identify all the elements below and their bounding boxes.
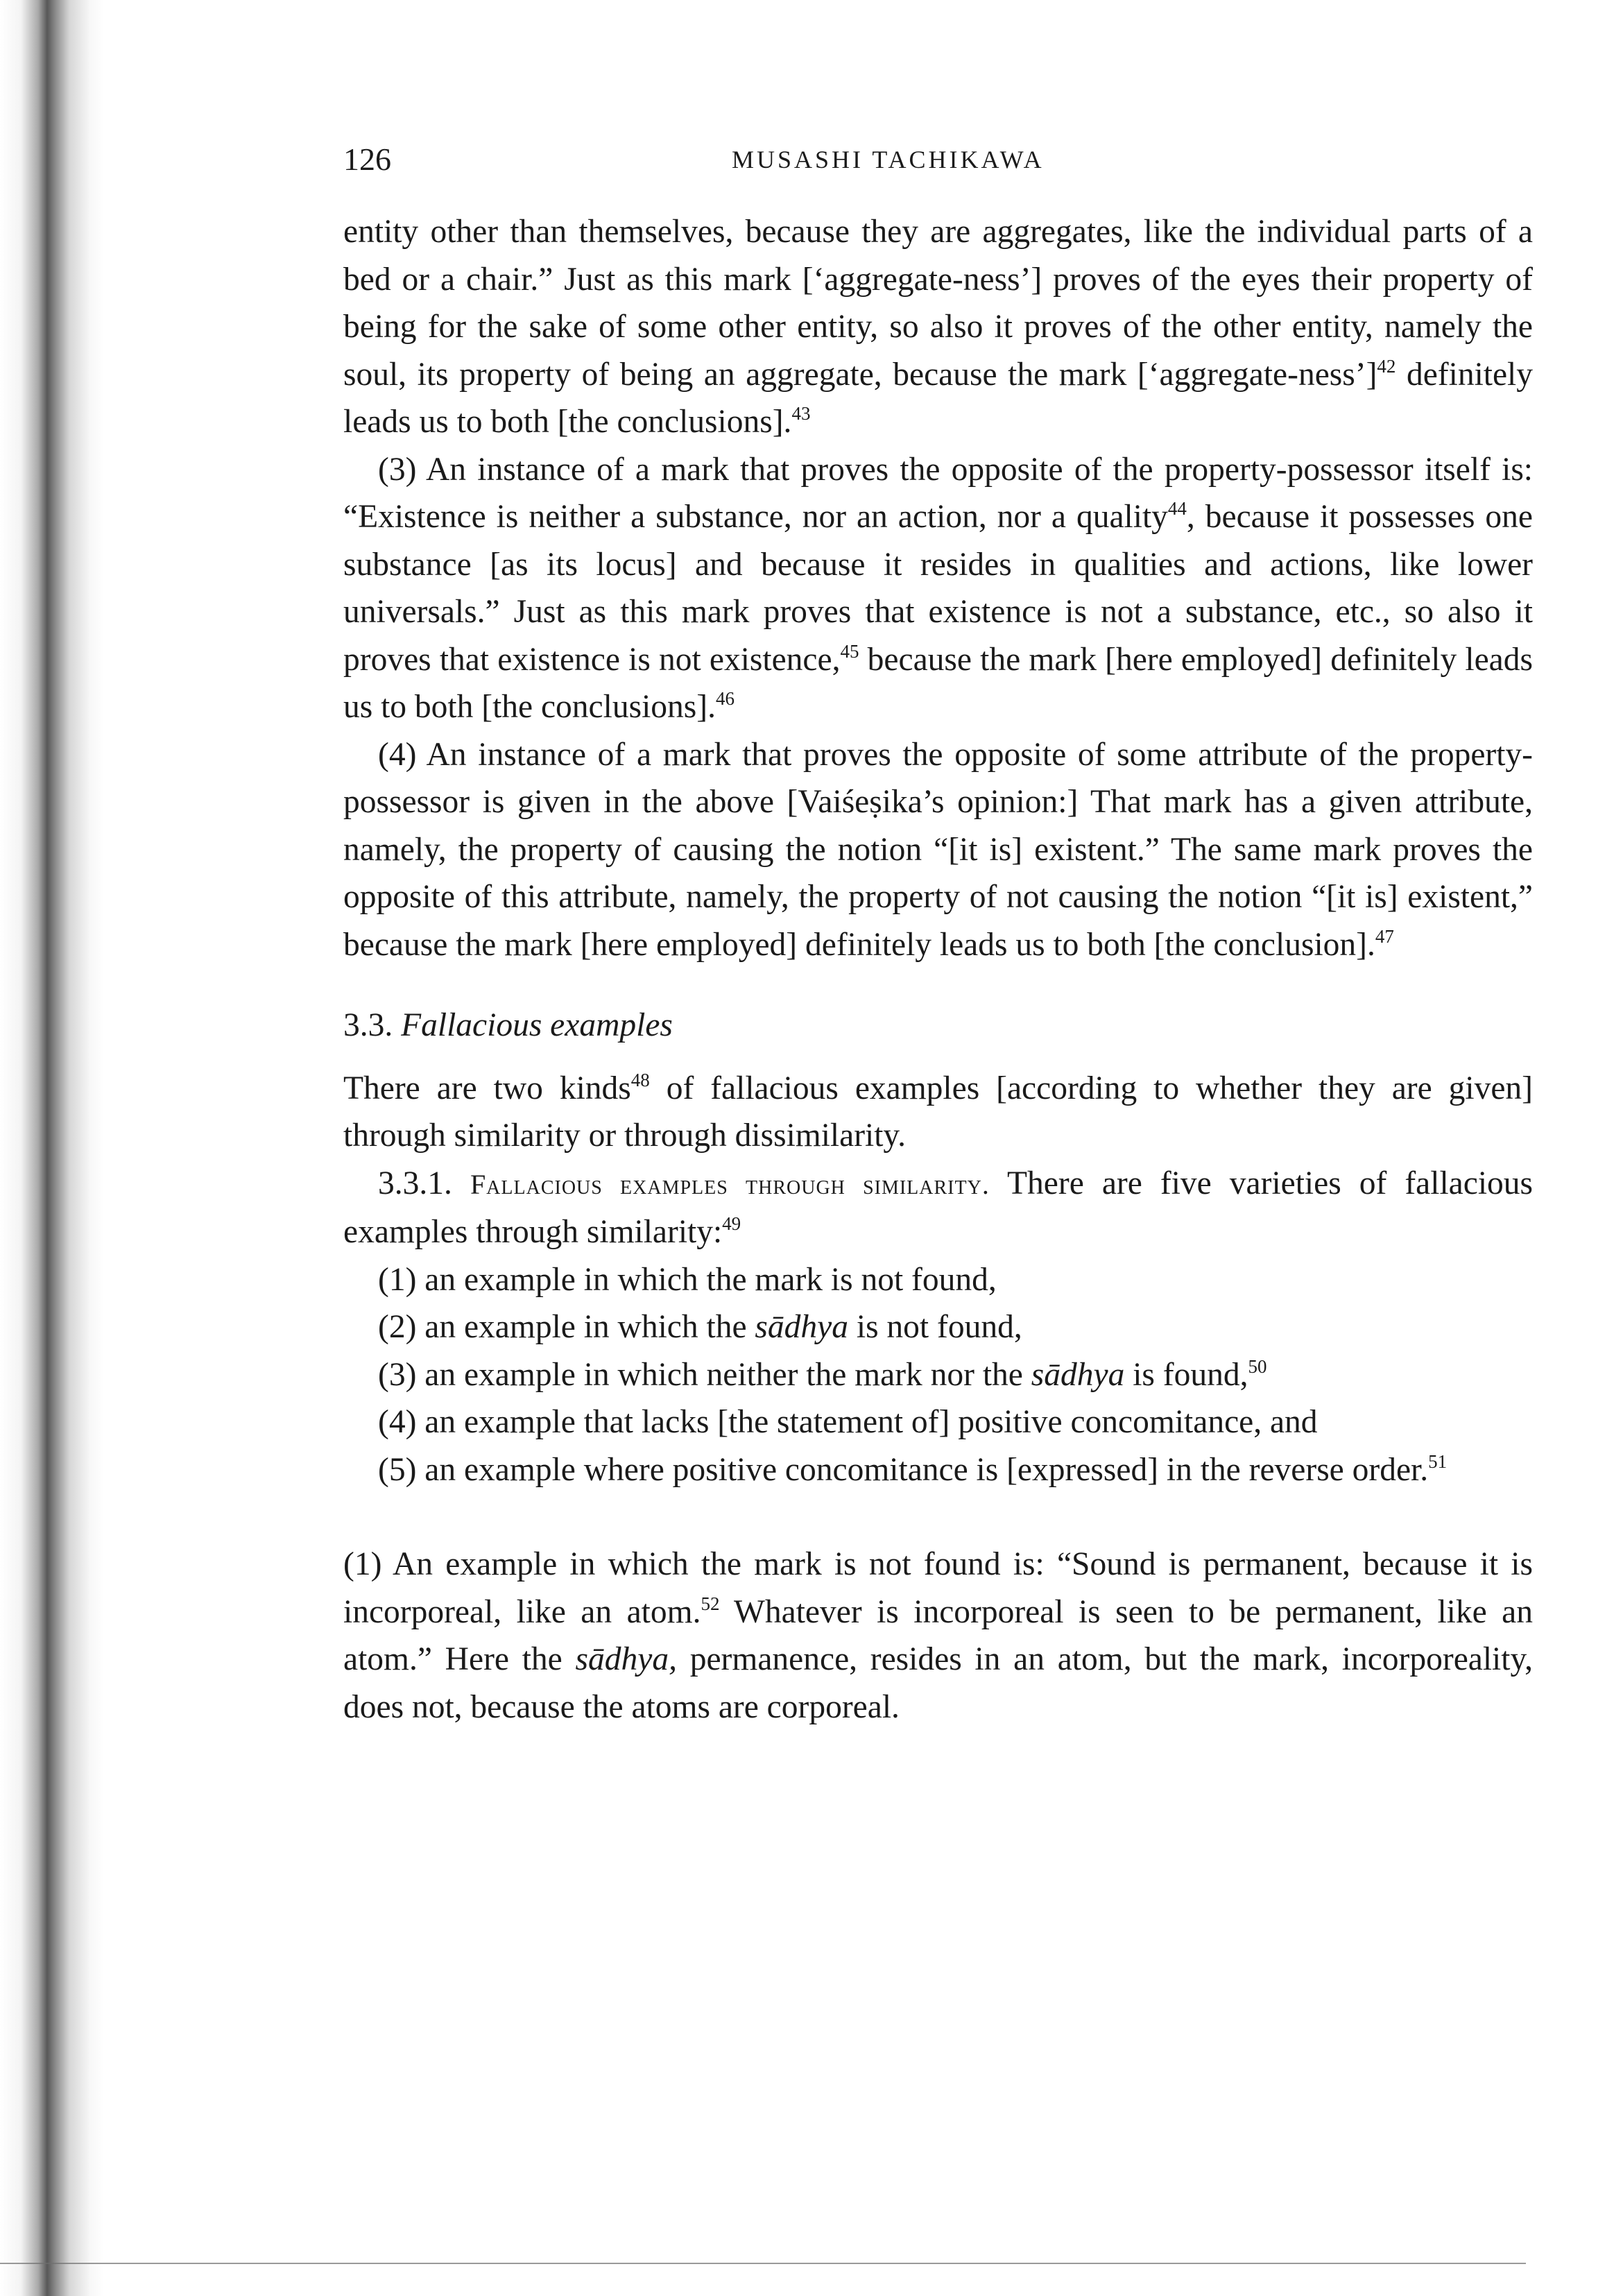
list-item [343, 1256, 1533, 1304]
book-page [343, 132, 1533, 1731]
running-title: MUSASHI TACHIKAWA [732, 146, 1045, 173]
footnote-ref-52: 52 [701, 1593, 720, 1614]
list-item [343, 1303, 1533, 1351]
term-sadhya: sādhya [755, 1309, 848, 1345]
footnote-ref-46: 46 [715, 688, 735, 709]
subsection-number: 3.3.1. [378, 1165, 452, 1201]
body-text [343, 208, 1533, 1731]
text-run: entity other than themselves, because they are aggregates, like the individual parts of a bed or a chair.” Just as this mark [‘aggregate-ness’] proves of the eyes their property of being for the sake of some other entity, so also it proves of the other entity, namely the soul, its property of being an aggregate, because the mark [‘aggregate-ness’] [343, 214, 1533, 393]
paragraph-gap [343, 1493, 1533, 1541]
varieties-list [343, 1256, 1533, 1494]
text-run: permanence, resides in an atom, but the mark, incorporeality, does not, because the atoms are corporeal. [343, 1641, 1533, 1725]
text-run: There are two kinds [343, 1070, 631, 1106]
footnote-ref-50: 50 [1248, 1355, 1267, 1377]
text-run: Whatever is incorporeal is seen to be permanent, like an atom.” Here the [343, 1593, 1533, 1677]
text-run: is not found, [848, 1309, 1022, 1345]
text-run: because the mark [here employed] definitely leads us to both [the conclusions]. [343, 641, 1533, 725]
text-run: is found, [1124, 1356, 1248, 1393]
text-run: There are five varieties of fallacious examples through similarity: [343, 1165, 1534, 1250]
scan-binding-edge [0, 0, 104, 2296]
text-run: (5) an example where positive concomitance is [expressed] in the reverse order. [378, 1451, 1429, 1488]
text-run: definitely leads us to both [the conclusions]. [343, 356, 1533, 440]
list-item [343, 1351, 1533, 1399]
section-heading [343, 1002, 1533, 1050]
footnote-ref-49: 49 [722, 1213, 741, 1234]
paragraph-example-1 [343, 1541, 1533, 1731]
text-run: (3) an example in which neither the mark nor the [378, 1356, 1031, 1393]
footnote-ref-45: 45 [840, 640, 859, 662]
section-number: 3.3. [343, 1007, 393, 1043]
term-sadhya: sādhya, [575, 1641, 677, 1677]
text-run: (2) an example in which the [378, 1309, 755, 1345]
footnote-ref-47: 47 [1375, 925, 1394, 947]
text-run: of fallacious examples [according to whether they are given] through similarity or through dissimilarity. [343, 1070, 1533, 1154]
text-run: (3) An instance of a mark that proves the opposite of the property-possessor itself is: “Existence is neither a substance, nor an action, nor a quality [343, 451, 1533, 535]
term-sadhya: sādhya [1031, 1356, 1125, 1393]
footnote-ref-48: 48 [630, 1069, 650, 1090]
text-run: , because it possesses one substance [as its locus] and because it resides in qualities and actions, like lower universals.” Just as this mark proves that existence is not a substance, etc., so also it proves that existence is not existence, [343, 499, 1533, 678]
footnote-ref-42: 42 [1377, 355, 1396, 377]
text-run: (1) an example in which the mark is not found, [378, 1261, 997, 1298]
list-item [343, 1446, 1533, 1494]
page-number: 126 [343, 142, 391, 177]
running-head [343, 132, 1533, 187]
subsection-paragraph [343, 1160, 1533, 1256]
paragraph-continuation [343, 208, 1533, 446]
footnote-ref-51: 51 [1428, 1450, 1448, 1472]
subsection-title: Fallacious examples through similarity. [470, 1168, 990, 1200]
text-run: (4) An instance of a mark that proves the opposite of some attribute of the property-possessor is given in the above [Vaiśeṣika’s opinion:] That mark has a given attribute, namely, the property of causing the notion “[it is] existent.” The same mark proves the opposite of this attribute, namely, the property of not causing the notion “[it is] existent,” because the mark [here employed] definitely leads us to both [the conclusion]. [343, 736, 1533, 963]
section-title: Fallacious examples [401, 1007, 673, 1043]
text-run: (4) an example that lacks [the statement of] positive concomitance, and [378, 1404, 1318, 1440]
paragraph-instance-3 [343, 446, 1533, 731]
scan-bottom-rule [0, 2263, 1526, 2264]
footnote-ref-43: 43 [791, 403, 811, 424]
footnote-ref-44: 44 [1167, 498, 1187, 519]
text-run: (1) An example in which the mark is not found is: “Sound is permanent, because it is incorporeal, like an atom. [343, 1546, 1533, 1630]
paragraph-two-kinds [343, 1065, 1533, 1160]
list-item [343, 1398, 1533, 1446]
paragraph-instance-4 [343, 731, 1533, 969]
